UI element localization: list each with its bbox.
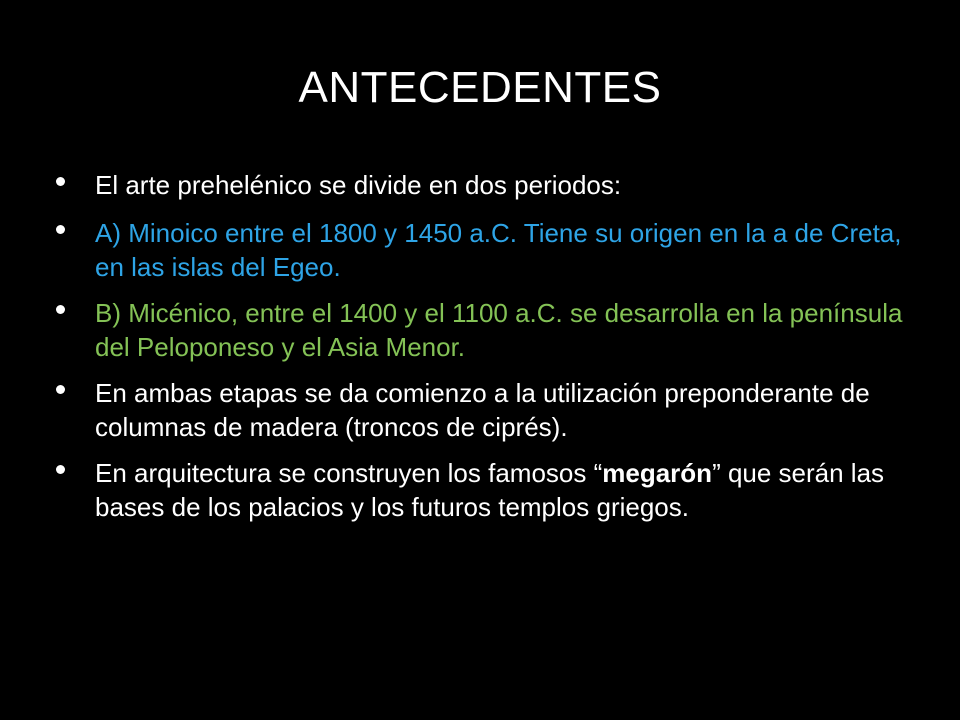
bullet-text: A) Minoico entre el 1800 y 1450 a.C. Tiene su origen en la a de Creta, en las islas del Egeo. bbox=[95, 218, 902, 282]
bullet-dot-icon bbox=[56, 385, 65, 394]
bullet-item-megaron bbox=[56, 456, 916, 524]
bullet-text-before: En arquitectura se construyen los famosos “ bbox=[95, 458, 603, 488]
bullet-dot-icon bbox=[56, 465, 65, 474]
bullet-text-after: ” que serán las bases de los palacios y los futuros templos griegos. bbox=[95, 458, 885, 522]
bullet-dot-icon bbox=[56, 225, 65, 234]
bullet-item-micenico bbox=[56, 296, 916, 364]
bullet-dot-icon bbox=[56, 305, 65, 314]
bullet-text: En ambas etapas se da comienzo a la utilización preponderante de columnas de madera (troncos de ciprés). bbox=[95, 378, 870, 442]
bullet-item-columnas bbox=[56, 376, 916, 444]
slide-title: ANTECEDENTES bbox=[298, 63, 662, 112]
bullet-dot-icon bbox=[56, 177, 65, 186]
bullet-list bbox=[56, 168, 916, 524]
bullet-item-periodos bbox=[56, 168, 916, 202]
bullet-text-bold: megarón bbox=[602, 458, 713, 488]
bullet-text: B) Micénico, entre el 1400 y el 1100 a.C. se desarrolla en la península del Peloponeso y el Asia Menor. bbox=[95, 298, 903, 362]
bullet-item-minoico bbox=[56, 216, 916, 284]
bullet-text: El arte prehelénico se divide en dos periodos: bbox=[95, 170, 622, 200]
